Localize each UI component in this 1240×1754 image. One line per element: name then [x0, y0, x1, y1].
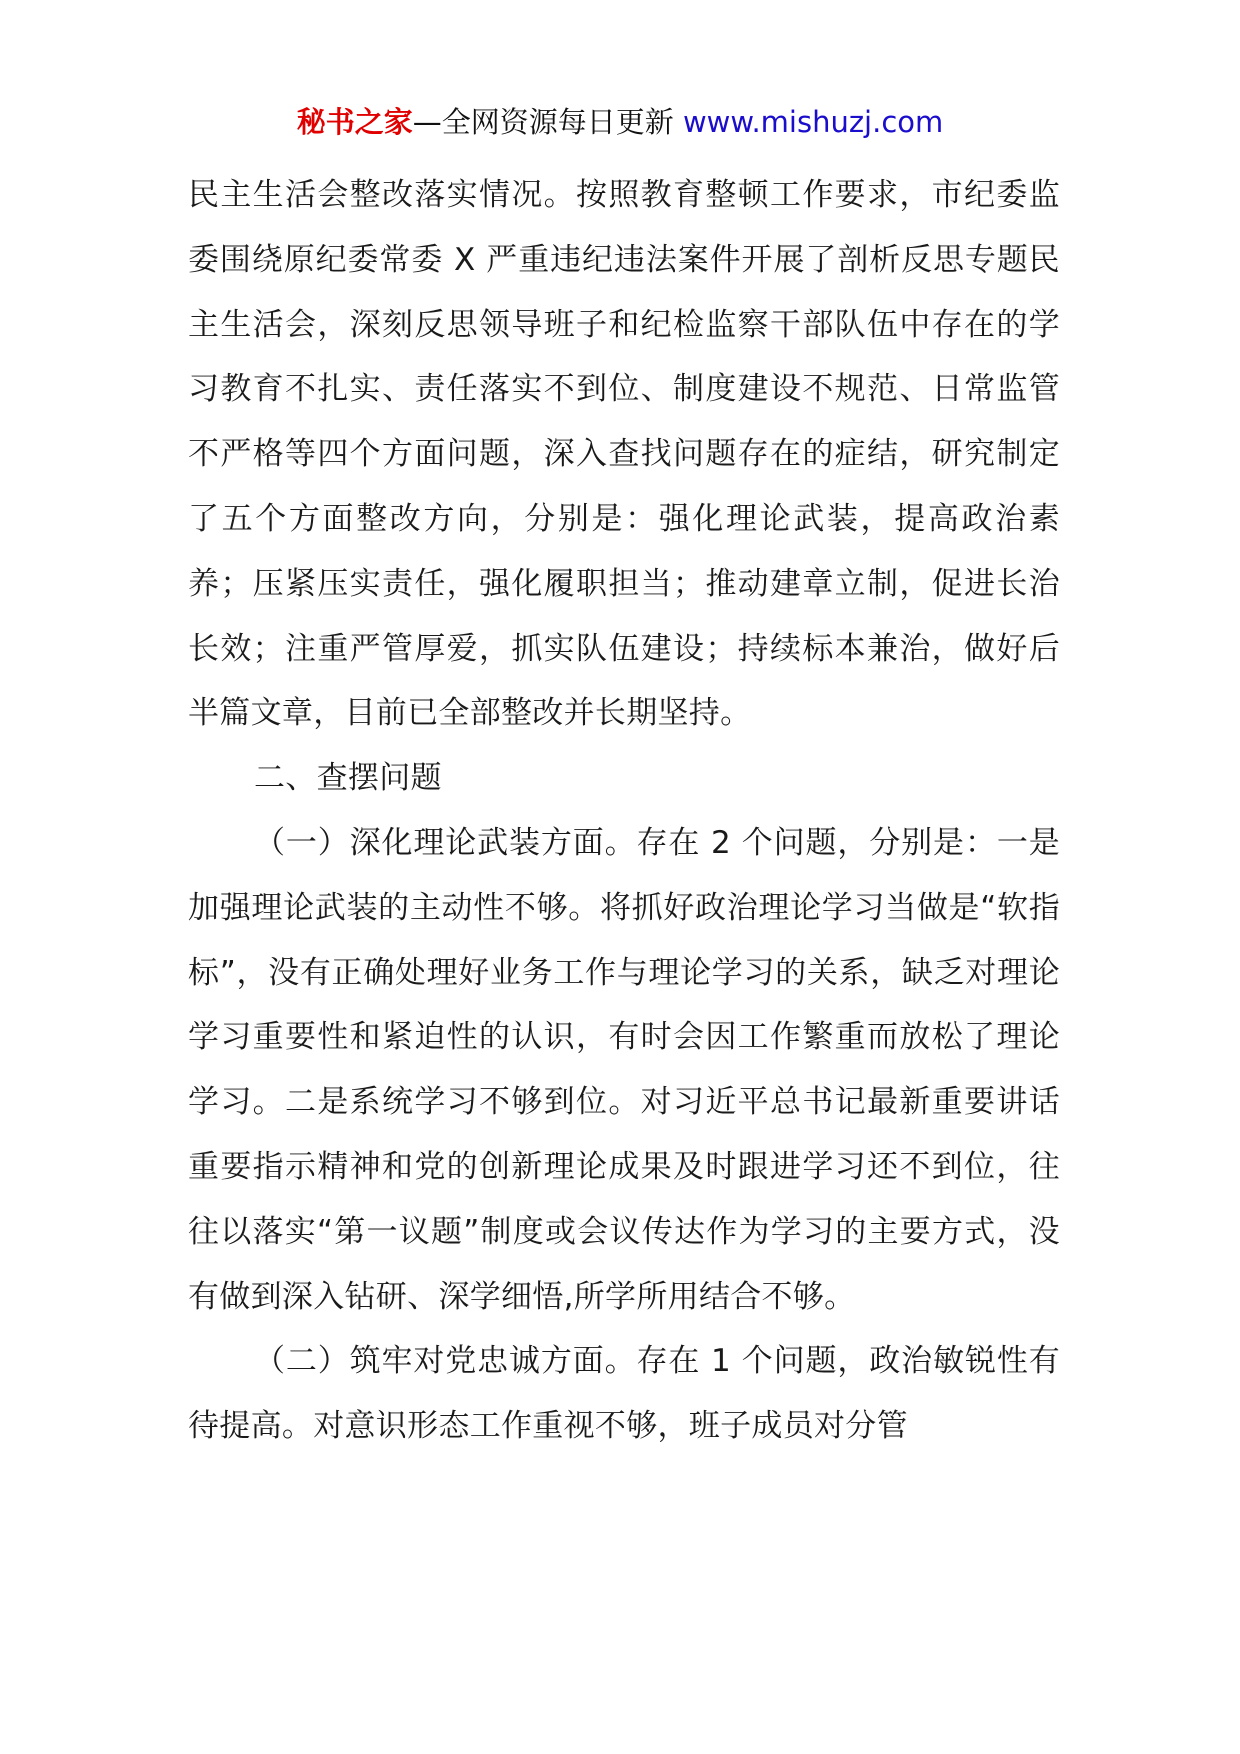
paragraph-loyalty: （二）筑牢对党忠诚方面。存在 1 个问题，政治敏锐性有待提高。对意识形态工作重视不够，班子成员对分管 — [188, 1343, 1060, 1445]
document-body — [188, 163, 1060, 1459]
paragraph-continuation: 民主生活会整改落实情况。按照教育整顿工作要求，市纪委监委围绕原纪委常委 X 严重违纪违法案件开展了剖析反思专题民主生活会，深刻反思领导班子和纪检监察干部队伍中存在的学习教育不扎实、责任落实不到位、制度建设不规范、日常监管不严格等四个方面问题，深入查找问题存在的症结，研究制定了五个方面整改方向，分别是：强化理论武装，提高政治素养；压紧压实责任，强化履职担当；推动建章立制，促进长治长效；注重严管厚爱，抓实队伍建设；持续标本兼治，做好后半篇文章，目前已全部整改并长期坚持。 — [188, 177, 1060, 732]
site-tagline: —全网资源每日更新 — [412, 105, 683, 139]
site-brand: 秘书之家 — [296, 105, 413, 139]
site-header — [0, 102, 1240, 142]
site-url-link[interactable]: www.mishuzj.com — [682, 105, 944, 139]
section-heading: 二、查摆问题 — [254, 760, 442, 797]
paragraph-theory: （一）深化理论武装方面。存在 2 个问题，分别是：一是加强理论武装的主动性不够。将抓好政治理论学习当做是“软指标”，没有正确处理好业务工作与理论学习的关系，缺乏对理论学习重要性和紧迫性的认识，有时会因工作繁重而放松了理论学习。二是系统学习不够到位。对习近平总书记最新重要讲话重要指示精神和党的创新理论成果及时跟进学习还不到位，往往以落实“第一议题”制度或会议传达作为学习的主要方式，没有做到深入钻研、深学细悟,所学所用结合不够。 — [188, 824, 1060, 1315]
